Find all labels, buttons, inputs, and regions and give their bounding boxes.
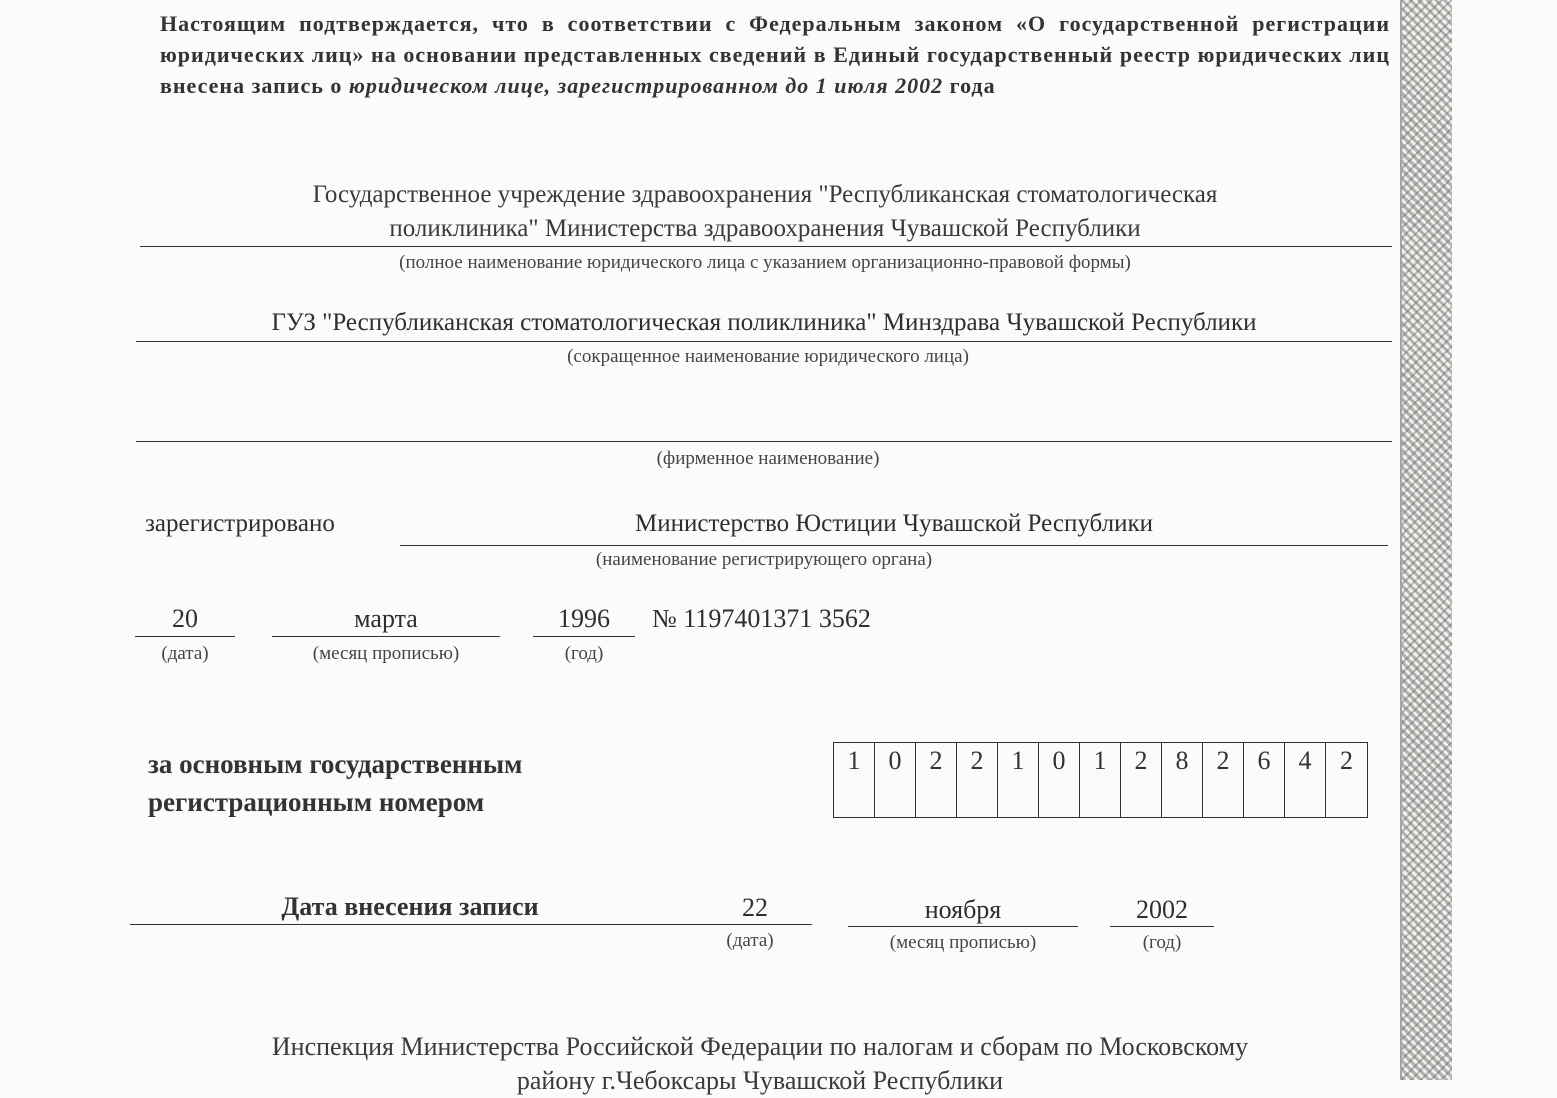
full-name-line2: поликлиника" Министерства здравоохранения Чувашской Республики: [389, 215, 1141, 242]
entry-date-label: Дата внесения записи: [281, 892, 539, 921]
ogrn-digit: 1: [834, 743, 875, 817]
entry-day: 22: [742, 893, 768, 922]
firm-name-underline: [136, 441, 1392, 442]
entry-year-caption: (год): [1142, 932, 1182, 953]
ogrn-digit: 4: [1285, 743, 1326, 817]
authority-caption: (наименование регистрирующего органа): [595, 549, 933, 570]
reg-month-underline: [272, 636, 500, 637]
ogrn-digit: 2: [916, 743, 957, 817]
ogrn-digit: 1: [1080, 743, 1121, 817]
reg-month-caption: (месяц прописью): [312, 643, 460, 664]
intro-paragraph: [160, 8, 1390, 101]
ogrn-digit-boxes: [833, 742, 1368, 818]
ogrn-digit: 8: [1162, 743, 1203, 817]
full-name: [140, 178, 1390, 246]
authority-underline: [400, 545, 1388, 546]
full-name-caption: (полное наименование юридического лица с указанием организационно-правовой формы): [399, 252, 1131, 273]
ogrn-digit: 2: [1203, 743, 1244, 817]
entry-label-underline: [130, 924, 812, 925]
entry-month: ноября: [924, 895, 1002, 924]
ogrn-digit: 2: [1340, 746, 1353, 775]
intro-text-end: года: [949, 73, 996, 98]
entry-year-underline: [1110, 926, 1214, 927]
firm-name-caption: (фирменное наименование): [656, 448, 880, 469]
entry-month-underline: [848, 926, 1078, 927]
inspection-name: [110, 1030, 1410, 1098]
full-name-underline: [140, 246, 1392, 247]
reg-day-caption: (дата): [161, 643, 209, 664]
full-name-line1: Государственное учреждение здравоохранения "Республиканская стоматологическая: [312, 181, 1218, 208]
reg-year-caption: (год): [564, 643, 604, 664]
ogrn-label-line1: за основным государственным: [148, 749, 523, 779]
intro-text-italic: юридическом лице, зарегистрированном до 1 июля 2002: [348, 73, 944, 98]
reg-day-underline: [135, 636, 235, 637]
ogrn-label: [148, 745, 522, 821]
intro-text: Настоящим подтверждается, что в соответствии с Федеральным законом «О государственной регистрации юридических лиц» на основании представленных сведений в Единый государственный реестр юридических лиц внесена запись о: [160, 11, 1390, 98]
reg-day: 20: [172, 604, 198, 633]
entry-day-caption: (дата): [726, 930, 774, 951]
reg-number: № 1197401371 3562: [652, 604, 871, 633]
registering-authority: Министерство Юстиции Чувашской Республики: [635, 510, 1153, 537]
inspection-line2: району г.Чебоксары Чувашской Республики: [516, 1066, 1004, 1095]
ogrn-digit: 6: [1244, 743, 1285, 817]
entry-month-caption: (месяц прописью): [889, 932, 1037, 953]
entry-year: 2002: [1136, 895, 1188, 924]
reg-year-underline: [533, 636, 635, 637]
ogrn-digit: 2: [1121, 743, 1162, 817]
reg-year: 1996: [558, 604, 610, 633]
registered-label: зарегистрировано: [145, 510, 335, 537]
ogrn-digit: 2: [957, 743, 998, 817]
ogrn-digit: 1: [998, 743, 1039, 817]
short-name-caption: (сокращенное наименование юридического лица): [567, 346, 969, 367]
short-name-underline: [136, 341, 1392, 342]
ogrn-label-line2: регистрационным номером: [148, 787, 485, 817]
short-name: ГУЗ "Республиканская стоматологическая поликлиника" Минздрава Чувашской Республики: [271, 309, 1257, 336]
reg-month: марта: [354, 604, 418, 633]
inspection-line1: Инспекция Министерства Российской Федерации по налогам и сборам по Московскому: [271, 1032, 1249, 1061]
decorative-border: [1400, 0, 1452, 1080]
ogrn-digit: 0: [875, 743, 916, 817]
ogrn-digit: 0: [1039, 743, 1080, 817]
